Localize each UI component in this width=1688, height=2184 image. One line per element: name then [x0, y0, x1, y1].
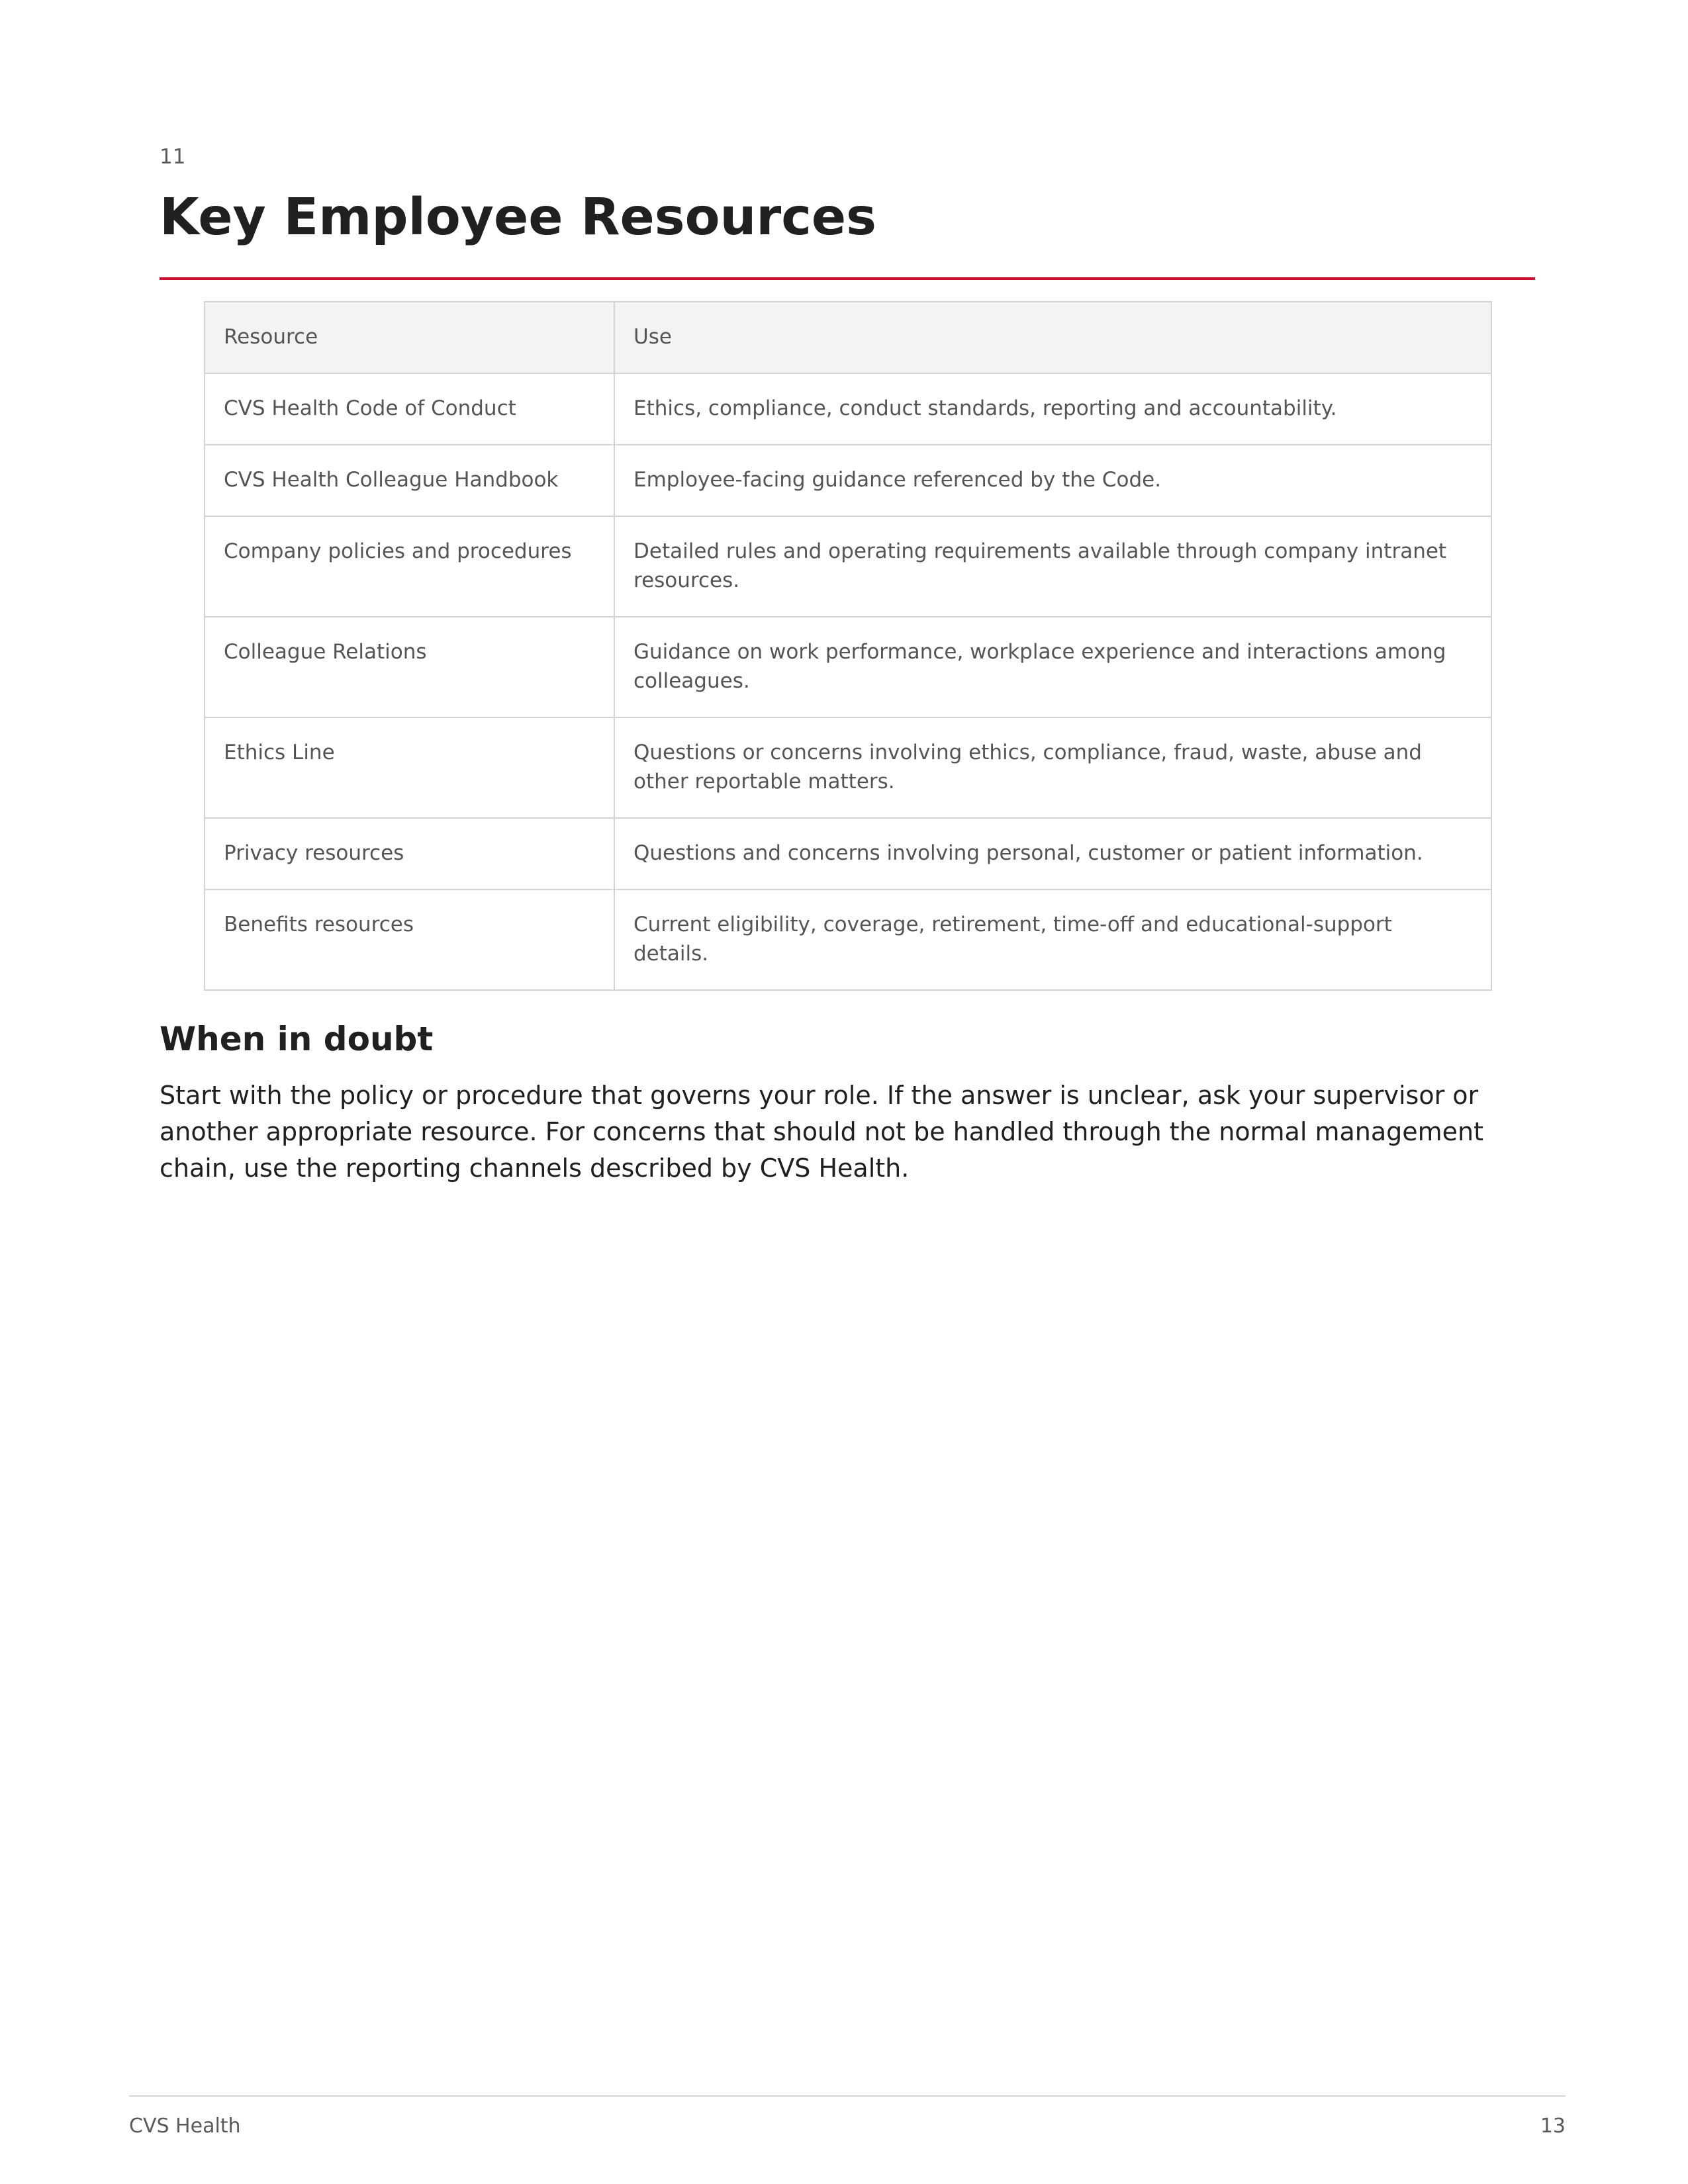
column-header-resource: Resource	[205, 302, 614, 373]
resource-cell: CVS Health Code of Conduct	[205, 373, 614, 445]
table-row	[205, 617, 1491, 717]
resource-cell: Company policies and procedures	[205, 516, 614, 617]
page-title: Key Employee Resources	[160, 188, 876, 247]
table-row	[205, 889, 1491, 990]
use-cell: Guidance on work performance, workplace experience and interactions among colleagues.	[614, 617, 1491, 717]
section-subheading: When in doubt	[160, 1020, 434, 1058]
table-row	[205, 373, 1491, 445]
table-row	[205, 516, 1491, 617]
section-number: 11	[160, 145, 186, 169]
resource-cell: Benefits resources	[205, 889, 614, 990]
use-cell: Employee-facing guidance referenced by the Code.	[614, 445, 1491, 516]
footer-divider	[129, 2095, 1566, 2097]
guidance-paragraph: Start with the policy or procedure that governs your role. If the answer is unclear, ask your supervisor or another appropriate resource. For concerns that should not be handled through the normal management chain, use the reporting channels described by CVS Health.	[160, 1081, 1484, 1183]
title-divider	[160, 277, 1535, 280]
resource-cell: CVS Health Colleague Handbook	[205, 445, 614, 516]
footer-page-number: 13	[1540, 2115, 1566, 2138]
resources-table	[204, 301, 1492, 991]
resource-cell: Ethics Line	[205, 717, 614, 818]
table-row	[205, 818, 1491, 889]
table-row	[205, 445, 1491, 516]
use-cell: Questions and concerns involving personal, customer or patient information.	[614, 818, 1491, 889]
use-cell: Ethics, compliance, conduct standards, reporting and accountability.	[614, 373, 1491, 445]
table-row	[205, 717, 1491, 818]
use-cell: Questions or concerns involving ethics, compliance, fraud, waste, abuse and other reportable matters.	[614, 717, 1491, 818]
resource-cell: Colleague Relations	[205, 617, 614, 717]
use-cell: Current eligibility, coverage, retirement, time-off and educational-support details.	[614, 889, 1491, 990]
table-header-row	[205, 302, 1491, 373]
use-cell: Detailed rules and operating requirements available through company intranet resources.	[614, 516, 1491, 617]
resource-cell: Privacy resources	[205, 818, 614, 889]
column-header-use: Use	[614, 302, 1491, 373]
footer-company-name: CVS Health	[129, 2115, 241, 2138]
